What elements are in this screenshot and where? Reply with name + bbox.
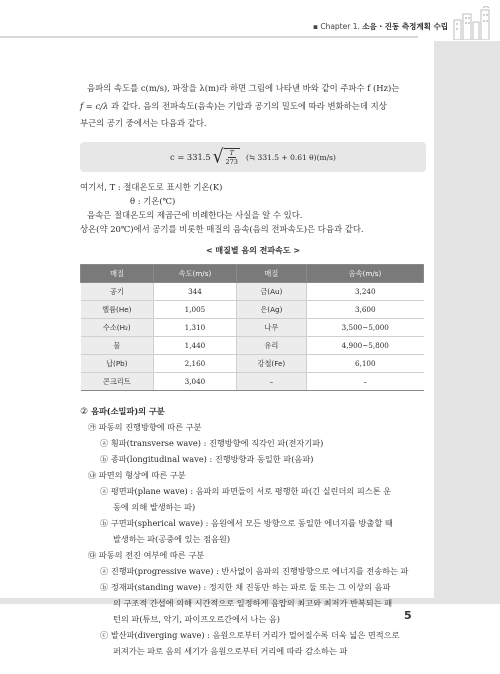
table-cell: 콘크리트 xyxy=(81,373,154,391)
table-cell: 강철(Fe) xyxy=(236,355,306,373)
formula-approximation: (≒ 331.5 + 0.61 θ)(m/s) xyxy=(245,152,336,162)
definition-T: 여기서, T : 절대온도로 표시한 기온(K) xyxy=(80,182,223,192)
definition-theta: θ : 기온(℃) xyxy=(130,196,176,206)
table-cell: 4,900~5,800 xyxy=(307,337,424,355)
table-cell: 물 xyxy=(81,337,154,355)
list-item-continued: 의 구조적 간섭에 의해 시간적으로 일정하게 음압의 최고와 최저가 반복되는 패 xyxy=(113,598,393,608)
list-marker: ⓐ xyxy=(100,438,109,448)
list-item-continued: 턴의 파(튜브, 악기, 파이프오르간에서 나는 음) xyxy=(113,614,280,624)
table-header-row xyxy=(81,265,424,283)
list-item xyxy=(80,515,426,531)
table-cell: 수소(H₂) xyxy=(81,319,154,337)
table-row xyxy=(81,301,424,319)
list-item xyxy=(80,579,426,595)
section-number: ② xyxy=(80,407,89,417)
table-cell: 금(Au) xyxy=(236,283,306,301)
table-row xyxy=(81,337,424,355)
list-marker: ㉯ xyxy=(88,470,97,480)
definition-note-2: 상온(약 20℃)에서 공기를 비롯한 매질의 음속(음의 전파속도)은 다음과 같다. xyxy=(80,224,364,234)
table-cell: 은(Ag) xyxy=(236,301,306,319)
list-text: 종파(longitudinal wave) : 진행방향과 동일한 파(음파) xyxy=(110,454,314,464)
fraction xyxy=(224,148,240,166)
list-text: 정재파(standing wave) : 정지한 채 진동만 하는 파로 둘 또는 그 이상의 음파 xyxy=(110,582,391,592)
table-row xyxy=(81,355,424,373)
table-cell: 6,100 xyxy=(307,355,424,373)
radical-sign: √ xyxy=(212,145,224,168)
col-medium-1: 매질 xyxy=(81,265,154,283)
table-cell: 3,600 xyxy=(307,301,424,319)
header-square-icon: ▪ xyxy=(312,22,321,31)
list-item xyxy=(80,483,426,499)
table-cell: 1,005 xyxy=(154,301,237,319)
list-item xyxy=(80,467,426,483)
table-cell: – xyxy=(236,373,306,391)
formula-lhs: c = 331.5 xyxy=(170,151,211,162)
table-cell: 헬륨(He) xyxy=(81,301,154,319)
page-number: 5 xyxy=(404,609,412,622)
table-cell: 납(Pb) xyxy=(81,355,154,373)
table-cell: 유리 xyxy=(236,337,306,355)
list-marker: ㉮ xyxy=(88,422,97,432)
table-title: < 매질별 음의 전파속도 > xyxy=(205,246,301,255)
list-item-continued: 퍼져가는 파로 음의 세기가 음원으로부터 거리에 따라 감소하는 파 xyxy=(113,646,348,656)
list-item xyxy=(80,451,426,467)
col-speed-1: 속도(m/s) xyxy=(154,265,237,283)
running-header xyxy=(313,21,448,32)
header-rule xyxy=(0,36,418,38)
list-item-continued: 발생하는 파(공중에 있는 점음원) xyxy=(113,534,231,544)
col-speed-2: 음속(m/s) xyxy=(307,265,424,283)
list-marker: ⓑ xyxy=(100,582,109,592)
definition-note-1: 음속은 절대온도의 제곱근에 비례한다는 사실을 알 수 있다. xyxy=(87,210,303,220)
list-item xyxy=(80,563,426,579)
list-marker: ㉰ xyxy=(88,550,97,560)
table-cell: 3,240 xyxy=(307,283,424,301)
list-item xyxy=(80,419,426,435)
table-row xyxy=(81,283,424,301)
list-text: 파면의 형상에 따른 구분 xyxy=(98,470,186,480)
list-item xyxy=(80,435,426,451)
fraction-numerator: T xyxy=(229,149,234,157)
list-marker: ⓑ xyxy=(100,518,109,528)
list-text: 파동의 전진 여부에 따른 구분 xyxy=(98,550,205,560)
intro-paragraph-1: 음파의 속도를 c(m/s), 파장을 λ(m)라 하면 그림에 나타낸 바와 같이 주파수 f (Hz)는 xyxy=(87,83,400,93)
intro-paragraph-2 xyxy=(80,98,426,115)
table-cell: 나무 xyxy=(236,319,306,337)
list-text: 평면파(plane wave) : 음파의 파면들이 서로 평행한 파(긴 실린더의 피스톤 운 xyxy=(110,486,392,496)
page-body xyxy=(80,80,426,659)
chapter-title: 소음 · 진동 측정계획 수립 xyxy=(362,22,448,31)
table-cell: 1,440 xyxy=(154,337,237,355)
list-item xyxy=(80,627,426,643)
sound-speed-table xyxy=(80,264,424,391)
section-heading xyxy=(80,403,426,419)
table-cell: 1,310 xyxy=(154,319,237,337)
col-medium-2: 매질 xyxy=(236,265,306,283)
section-title: 음파(소밀파)의 구분 xyxy=(91,406,165,416)
page-margin-strip xyxy=(434,41,500,598)
table-cell: 공기 xyxy=(81,283,154,301)
list-marker: ⓐ xyxy=(100,566,109,576)
sqrt-expression xyxy=(212,145,240,168)
fraction-denominator: 273 xyxy=(225,158,238,166)
table-cell: – xyxy=(307,373,424,391)
wave-classification xyxy=(80,403,426,659)
frequency-formula: f = c/λ xyxy=(80,101,109,111)
table-cell: 3,500~5,000 xyxy=(307,319,424,337)
intro-paragraph-3: 부근의 공기 중에서는 다음과 같다. xyxy=(80,118,207,128)
table-cell: 2,160 xyxy=(154,355,237,373)
list-text: 구면파(spherical wave) : 음원에서 모든 방향으로 동일한 에너지를 방출할 때 xyxy=(110,518,393,528)
table-cell: 344 xyxy=(154,283,237,301)
buildings-icon xyxy=(452,6,492,40)
definitions xyxy=(80,180,426,236)
table-cell: 3,040 xyxy=(154,373,237,391)
list-text: 진행파(progressive wave) : 반사없이 음파의 진행방향으로 에너지를 전송하는 파 xyxy=(110,566,409,576)
list-item-continued: 동에 의해 발생하는 파) xyxy=(113,502,196,512)
intro-paragraph-2-text: 과 같다. 음의 전파속도(음속)는 기압과 공기의 밀도에 따라 변화하는데 지상 xyxy=(110,101,387,111)
list-item xyxy=(80,547,426,563)
list-marker: ⓑ xyxy=(100,454,109,464)
list-text: 발산파(diverging wave) : 음원으로부터 거리가 멀어질수록 더욱 넓은 면적으로 xyxy=(110,630,400,640)
list-marker: ⓒ xyxy=(100,630,109,640)
sound-speed-formula xyxy=(80,142,426,172)
list-text: 횡파(transverse wave) : 진행방향에 직각인 파(전자기파) xyxy=(110,438,324,448)
list-marker: ⓐ xyxy=(100,486,109,496)
table-row xyxy=(81,319,424,337)
table-row xyxy=(81,373,424,391)
list-text: 파동의 진행방향에 따른 구분 xyxy=(98,422,202,432)
chapter-label: Chapter 1. xyxy=(320,22,360,31)
